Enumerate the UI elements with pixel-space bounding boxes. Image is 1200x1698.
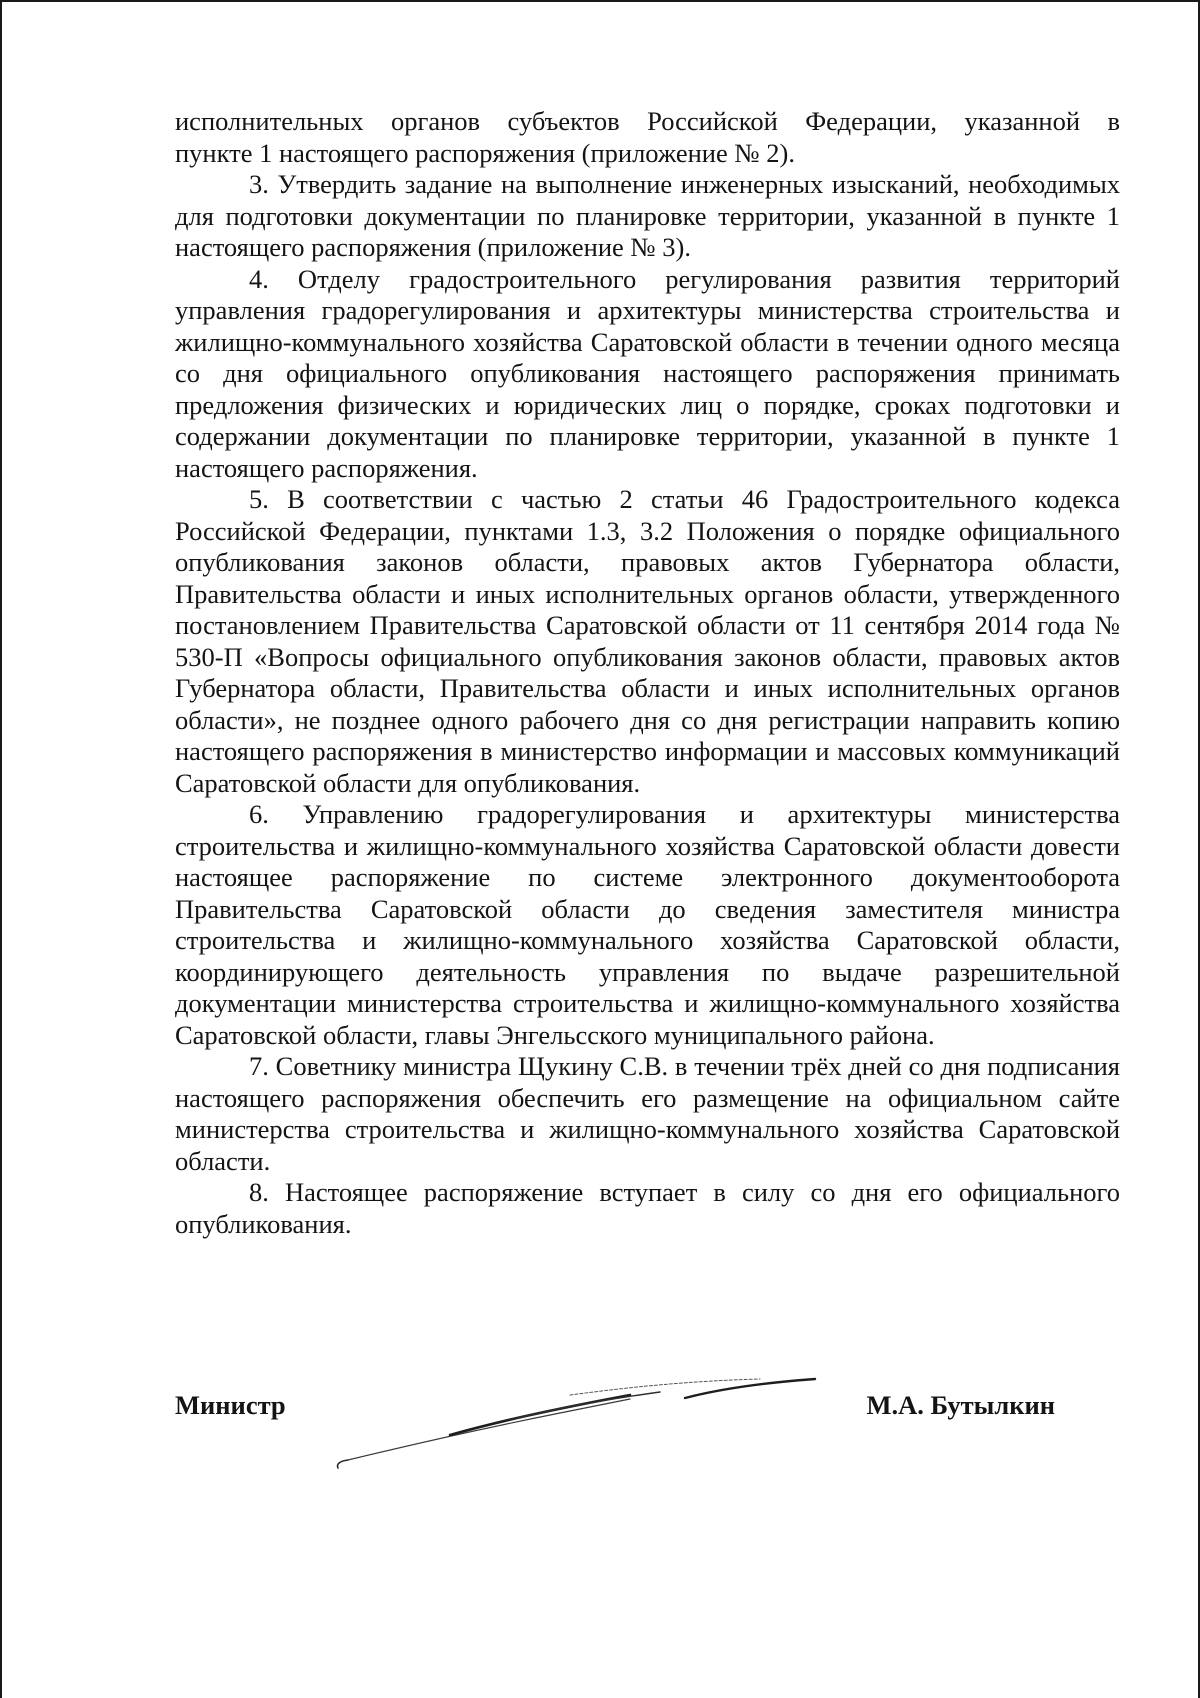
signatory-title: Министр <box>175 1390 286 1420</box>
document-body <box>175 106 1120 1240</box>
paragraph-8: 8. Настоящее распоряжение вступает в силу со дня его официального опубликования. <box>175 1177 1120 1239</box>
paragraph-7: 7. Советнику министра Щукину С.В. в течении трёх дней со дня подписания настоящего распоряжения обеспечить его размещение на официальном сайте министерства строительства и жилищно-коммунального хозяйства Саратовской области. <box>175 1051 1120 1176</box>
signature-block <box>175 1390 1055 1430</box>
scan-edge-left <box>0 0 2 1698</box>
paragraph-continuation-line2: пункте 1 настоящего распоряжения (приложение № 2). <box>175 137 795 168</box>
paragraph-6: 6. Управлению градорегулирования и архитектуры министерства строительства и жилищно-коммунального хозяйства Саратовской области довести настоящее распоряжение по системе электронного документооборота Правительства Саратовской области до сведения заместителя министра строительства и жилищно-коммунального хозяйства Саратовской области, координирующего деятельность управления по выдаче разрешительной документации министерства строительства и жилищно-коммунального хозяйства Саратовской области, главы Энгельсского муниципального района. <box>175 799 1120 1050</box>
paragraph-3: 3. Утвердить задание на выполнение инженерных изысканий, необходимых для подготовки документации по планировке территории, указанной в пункте 1 настоящего распоряжения (приложение № 3). <box>175 169 1120 262</box>
paragraph-5: 5. В соответствии с частью 2 статьи 46 Градостроительного кодекса Российской Федерации, пунктами 1.3, 3.2 Положения о порядке официального опубликования законов области, правовых актов Губернатора области, Правительства области и иных исполнительных органов области, утвержденного постановлением Правительства Саратовской области от 11 сентября 2014 года № 530-П «Вопросы официального опубликования законов области, правовых актов Губернатора области, Правительства области и иных исполнительных органов области», не позднее одного рабочего дня со дня регистрации направить копию настоящего распоряжения в министерство информации и массовых коммуникаций Саратовской области для опубликования. <box>175 484 1120 798</box>
signatory-name: М.А. Бутылкин <box>866 1390 1055 1420</box>
paragraph-continuation-line1: исполнительных органов субъектов Российской Федерации, указанной в <box>175 106 1120 136</box>
paragraph-4: 4. Отделу градостроительного регулирования развития территорий управления градорегулирования и архитектуры министерства строительства и жилищно-коммунального хозяйства Саратовской области в течении одного месяца со дня официального опубликования настоящего распоряжения принимать предложения физических и юридических лиц о порядке, сроках подготовки и содержании документации по планировке территории, указанной в пункте 1 настоящего распоряжения. <box>175 263 1120 483</box>
scan-edge-top <box>0 0 1200 2</box>
